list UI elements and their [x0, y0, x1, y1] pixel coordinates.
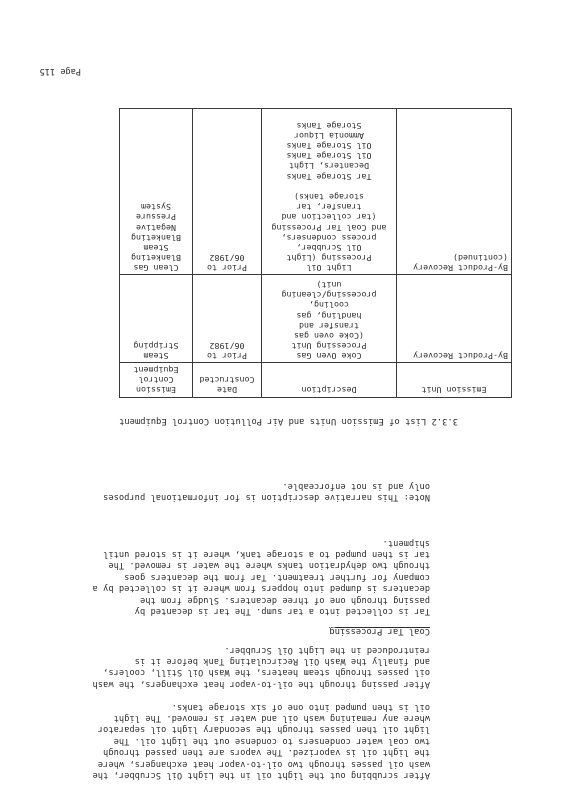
header-cell — [193, 363, 262, 398]
cell-text: Storage Tanks — [296, 120, 362, 131]
section-heading: 3.3.2 List of Emission Units and Air Pollution Control Equipment — [119, 416, 458, 426]
control-cell — [120, 109, 193, 275]
body-line: shipment. — [382, 537, 430, 548]
page-number: Page 115 — [39, 66, 81, 76]
table-header-row — [120, 363, 512, 398]
cell-text: Oil Storage Tanks — [286, 140, 372, 151]
cell-text: Prior to — [207, 351, 247, 362]
cell-text: handling, gas — [296, 310, 362, 321]
cell-text: cooling, — [309, 300, 349, 311]
cell-text: and Coal Tar Processing — [271, 222, 387, 233]
cell-text: Stripping — [133, 341, 179, 352]
header-cell — [397, 363, 512, 398]
unit-cell — [397, 109, 512, 275]
cell-text: System — [141, 202, 171, 213]
header-cell — [120, 363, 193, 398]
date-cell — [193, 109, 262, 275]
coal-tar-paragraph — [70, 536, 430, 616]
body-line: decanters is dumped into hoppers from where it is collected by a — [92, 583, 430, 594]
cell-text: Prior to — [207, 263, 247, 274]
body-line: After scrubbing out the light oil in the Light Oil Scrubber, the — [92, 770, 430, 780]
cell-text: Tar Storage Tanks — [286, 171, 372, 182]
cell-text: Steam — [143, 351, 169, 362]
body-line: Tar is collected into a tar sump. The tar is decanted by — [134, 606, 430, 616]
header-text: Emission Unit — [421, 385, 487, 395]
cell-text: transfer, tar — [296, 202, 362, 213]
body-line: tar is then pumped to a storage tank, where it is stored until — [103, 549, 430, 560]
cell-text: Oil Storage Tanks — [286, 151, 372, 162]
cell-text: transfer and — [299, 320, 359, 331]
body-line: two coal water condensers to condense out the light oil. The — [113, 735, 430, 746]
cell-text: process condensers, — [281, 232, 377, 243]
cell-text: Negative — [136, 222, 176, 233]
cell-text: Light Oil — [306, 263, 352, 274]
description-cell — [262, 109, 397, 275]
cell-text: By-Product Recovery — [413, 351, 508, 362]
body-line: passing through one of three decanters. Sludge from the — [139, 594, 430, 605]
note-line: Note: This narrative description is for informational purposes — [103, 492, 430, 502]
body-line: After passing through the oil-to-vapor heat exchangers, the wash — [92, 678, 430, 689]
note-paragraph — [70, 479, 430, 502]
cell-text: (Coke oven gas — [294, 330, 364, 341]
coal-tar-heading: Coal Tar Processing — [329, 626, 430, 636]
control-cell — [120, 275, 193, 363]
cell-text: unit) — [316, 279, 342, 290]
body-line: where any remaining wash oil and water is removed. The light — [113, 713, 430, 724]
body-line: the light oil is vaporized. The vapors are then passed through — [103, 747, 430, 758]
cell-text: Processing (Light — [286, 253, 372, 264]
body-line — [70, 689, 430, 700]
cell-text: Oil Scrubber, — [296, 242, 362, 253]
body-line: company for further treatment. Tar from the decanters goes — [124, 571, 430, 582]
body-line: reintroduced in the Light Oil Scrubber. — [224, 644, 430, 655]
cell-text: Blanketing — [131, 253, 181, 264]
table-row — [120, 275, 512, 363]
cell-text: (tar collection and — [281, 212, 377, 223]
body-line: oil is then pumped into one of six storage tanks. — [171, 701, 430, 712]
header-text: Description — [301, 385, 357, 395]
cell-text: storage tanks) — [294, 191, 364, 202]
body-line: wash oil passes through two oil-to-vapor heat exchangers, where — [97, 758, 430, 769]
note-line: only and is not enforceable. — [282, 480, 430, 491]
emission-units-table — [119, 108, 512, 398]
cell-text: By-Product Recovery (continued) — [413, 253, 508, 274]
cell-text: 06/1982 — [209, 341, 245, 352]
cell-text: Decanters, Light — [289, 161, 369, 172]
header-text: Date Constructed — [199, 374, 255, 395]
cell-text: Clean Gas — [133, 263, 179, 274]
cell-text: Steam — [143, 242, 169, 253]
date-cell — [193, 275, 262, 363]
cell-text: Blanketing — [131, 232, 181, 243]
body-line: light oil then passes through the secondary light oil separator — [97, 724, 430, 735]
cell-text: Ammonia Liquor — [294, 130, 364, 141]
light-oil-paragraph — [70, 643, 430, 780]
cell-text: Processing Unit — [291, 341, 367, 352]
cell-text: Coke Oven Gas — [296, 351, 362, 362]
header-cell — [262, 363, 397, 398]
table-row — [120, 109, 512, 275]
header-text: Emission Control Equipment — [133, 364, 179, 395]
body-line: through two dehydration tanks where the water is removed. The — [108, 560, 430, 571]
body-line: and finally the Wash Oil Recirculating Tank before it is — [134, 656, 430, 667]
cell-text: Pressure — [136, 212, 176, 223]
description-cell — [262, 275, 397, 363]
cell-text — [264, 182, 394, 192]
cell-text: processing/cleaning — [281, 290, 377, 301]
unit-cell — [397, 275, 512, 363]
cell-text: 06/1982 — [209, 253, 245, 264]
body-line: oil passes through steam heaters, the Wash Oil Still, coolers, — [103, 667, 430, 678]
